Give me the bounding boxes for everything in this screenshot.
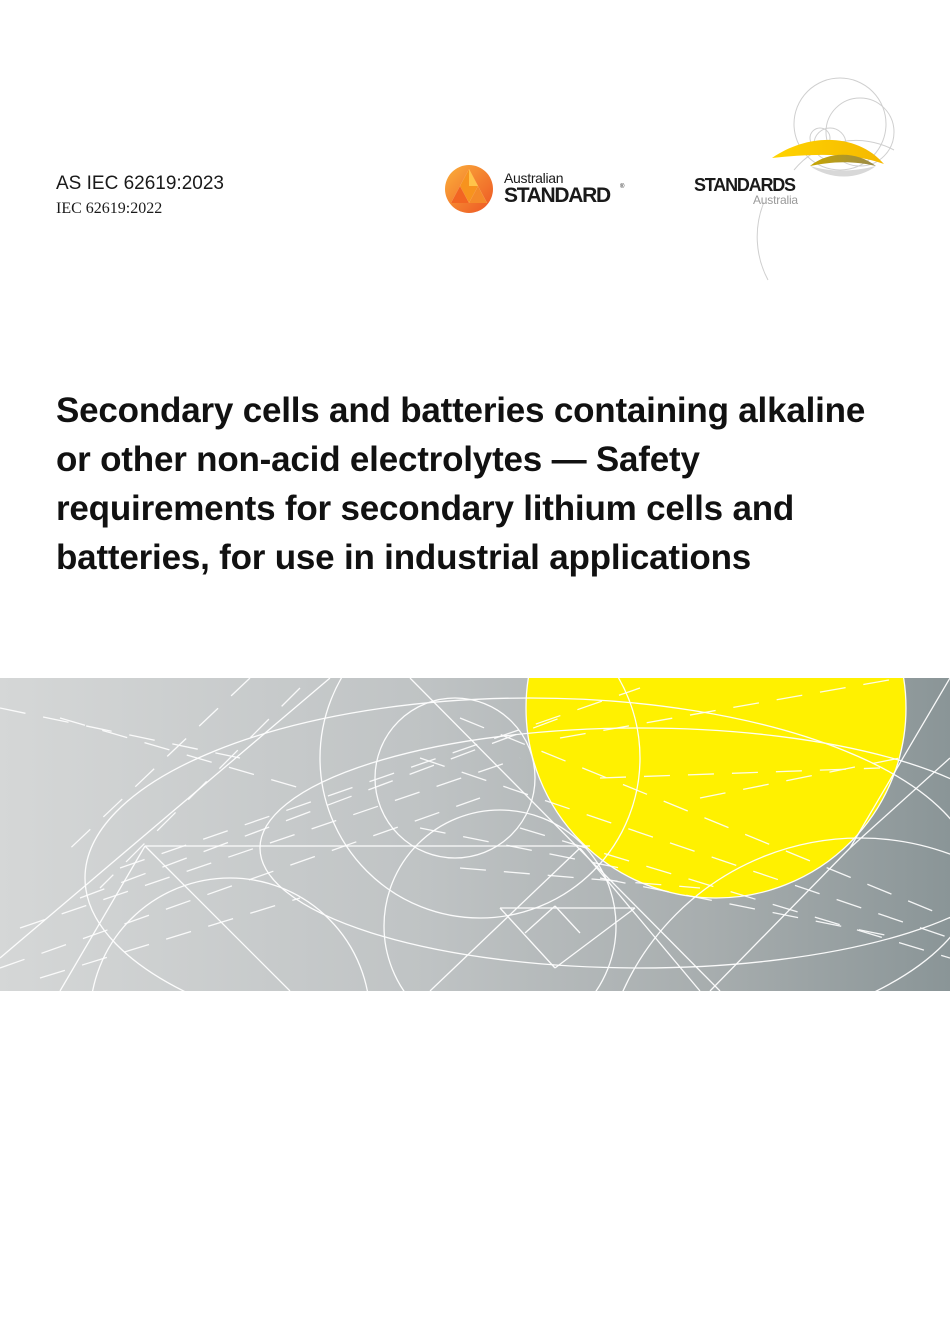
standards-australia-line2: Australia <box>753 193 798 207</box>
registered-mark: ® <box>620 184 625 190</box>
australian-standard-triangle-icon <box>444 163 496 215</box>
australian-standard-logo <box>444 163 634 217</box>
australian-standard-line2: STANDARD <box>504 184 610 207</box>
standards-australia-line1: STANDARDS <box>694 175 795 195</box>
standard-number: AS IEC 62619:2023 <box>56 173 224 194</box>
geometric-pattern-graphic <box>0 678 950 991</box>
standards-australia-logo <box>690 72 910 284</box>
standard-identifiers <box>56 172 224 220</box>
australian-standard-wordmark <box>504 171 610 206</box>
australian-standard-line1: Australian <box>504 170 564 186</box>
iec-number: IEC 62619:2022 <box>56 200 163 217</box>
decorative-graphic-band <box>0 678 950 991</box>
document-title: Secondary cells and batteries containing alkaline or other non-acid electrolytes — Safety requirements for secondary lithium cells and batteries, for use in industrial applications <box>56 391 866 577</box>
